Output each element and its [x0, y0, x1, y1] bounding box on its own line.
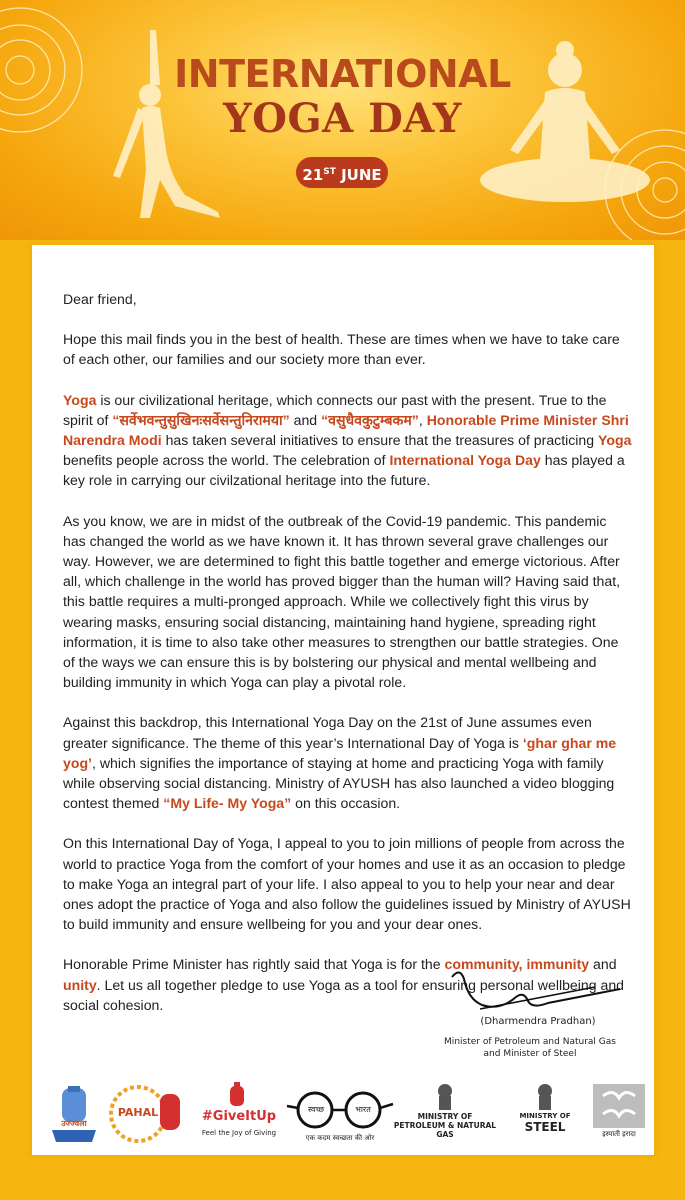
banner-title-line1: INTERNATIONAL: [174, 52, 511, 96]
emblem-icon: [433, 1082, 457, 1112]
hl-international-yoga-day: International Yoga Day: [389, 452, 541, 469]
hl-sanskrit-2: “वसुधैवकुटुम्बकम”: [321, 411, 419, 428]
date-suffix: ST: [323, 167, 336, 177]
ispati-irada-logo-icon: [593, 1084, 645, 1128]
paragraph-1: Hope this mail finds you in the best of health. These are times when we have to take care of each other, our families and our society more than ever.: [63, 331, 620, 368]
text: and: [589, 956, 617, 973]
ujjwala-text: उज्ज्वला: [61, 1119, 87, 1128]
banner: [0, 0, 685, 240]
text: ,: [418, 411, 427, 428]
text: benefits people across the world. The celebration of: [63, 452, 390, 469]
swachh-tagline: एक कदम स्वच्छता की ओर: [305, 1134, 375, 1142]
date-number: 21: [302, 166, 324, 184]
giveitup-text: #GiveItUp: [201, 1109, 277, 1124]
text: . Let us all together pledge to use Yoga as a tool for ensuring personal wellbeing and social cohesion.: [63, 976, 624, 1013]
steel-text: [510, 1112, 580, 1134]
hl-sanskrit-1: “सर्वेभवन्तुसुखिनःसर्वेसन्तुनिरामया”: [112, 411, 290, 428]
hl-community-immunity: community, immunity: [444, 956, 590, 973]
logo-strip: [40, 1080, 650, 1150]
emblem-icon: [533, 1082, 557, 1112]
pahal-text: PAHAL: [117, 1106, 159, 1119]
text: and: [289, 411, 322, 428]
swachh-left-text: स्वच्छ: [307, 1105, 325, 1114]
ispati-irada-text: इस्पाती इरादा: [602, 1130, 636, 1138]
mopng-text: [390, 1112, 500, 1139]
mopng-line2: PETROLEUM & NATURAL GAS: [393, 1121, 497, 1139]
greeting: Dear friend,: [63, 291, 137, 307]
date-badge: [296, 157, 388, 188]
paragraph-2: [63, 390, 633, 491]
text: Against this backdrop, this International Yoga Day on the 21st of June assumes even greater significance. The theme of this year’s International Day of Yoga is: [63, 714, 592, 751]
hl-theme: ‘ghar ghar me yog’: [63, 734, 617, 771]
handwritten-signature: [420, 965, 650, 1015]
ujjwala-logo-icon: [48, 1086, 100, 1146]
signatory-name: (Dharmendra Pradhan): [480, 1016, 596, 1027]
gas-cylinder-icon: [225, 1082, 249, 1108]
text: has taken several initiatives to ensure that the treasures of practicing: [161, 432, 599, 449]
signatory-title-line1: Minister of Petroleum and Natural Gas: [444, 1037, 616, 1047]
giveitup-tagline: Feel the Joy of Giving: [201, 1129, 277, 1137]
text: has played a key role in carrying our civilzational heritage into the future.: [63, 452, 625, 489]
hl-yoga: Yoga: [63, 391, 97, 408]
hl-contest: “My Life- My Yoga”: [163, 795, 292, 812]
hl-yoga: Yoga: [598, 432, 632, 449]
paragraph-3: As you know, we are in midst of the outbreak of the Covid-19 pandemic. This pandemic has changed the world as we have known it. It has thrown several grave challenges our way. However, we are determined to fight this battle together and emerge victorious. After all, which challenge in the world has proved bigger than the human will? Having said that, this battle requires a multi-pronged approach. While we collectively fight this virus by wearing masks, ensuring social distancing, maintaining hand hygiene, spreading right information, it is time to also take other measures to strengthen our battle strategies. One of the ways we can ensure this is by bolstering our physical and mental wellbeing and building immunity in which Yoga can play a pivotal role.: [63, 512, 621, 691]
paragraph-4: [63, 712, 633, 813]
hl-unity: unity: [63, 976, 97, 993]
letter-body: [63, 289, 633, 1035]
swachh-right-text: भारत: [355, 1105, 371, 1114]
mopng-line1: MINISTRY OF: [417, 1112, 473, 1121]
steel-line1: MINISTRY OF: [519, 1112, 571, 1120]
paragraph-5: On this International Day of Yoga, I appeal to you to join millions of people from across the world to practice Yoga from the comfort of your homes and use it as an occasion to pledge to make Yoga an integral part of your life. I also appeal to you to help your near and dear ones adopt the practice of Yoga and also follow the guidelines issued by Ministry of AYUSH to build immunity and ensure wellbeing for you and your dear ones.: [63, 835, 631, 933]
text: on this occasion.: [291, 795, 401, 812]
banner-title-line2: YOGA DAY: [223, 95, 462, 142]
date-month: JUNE: [341, 166, 382, 184]
text: , which signifies the importance of staying at home and practicing Yoga with family while observing social distancing. Ministry of AYUSH has also launched a video blogging contest themed: [63, 754, 615, 812]
text: is our civilizational heritage, which connects our past with the present. True to the spirit of: [63, 391, 607, 428]
hl-prime-minister: Honorable Prime Minister Shri Narendra Modi: [63, 411, 629, 449]
signatory-title: [430, 1036, 630, 1060]
text: Honorable Prime Minister has rightly said that Yoga is for the: [63, 956, 445, 973]
steel-line2: STEEL: [524, 1120, 566, 1134]
signatory-title-line2: and Minister of Steel: [483, 1049, 577, 1059]
